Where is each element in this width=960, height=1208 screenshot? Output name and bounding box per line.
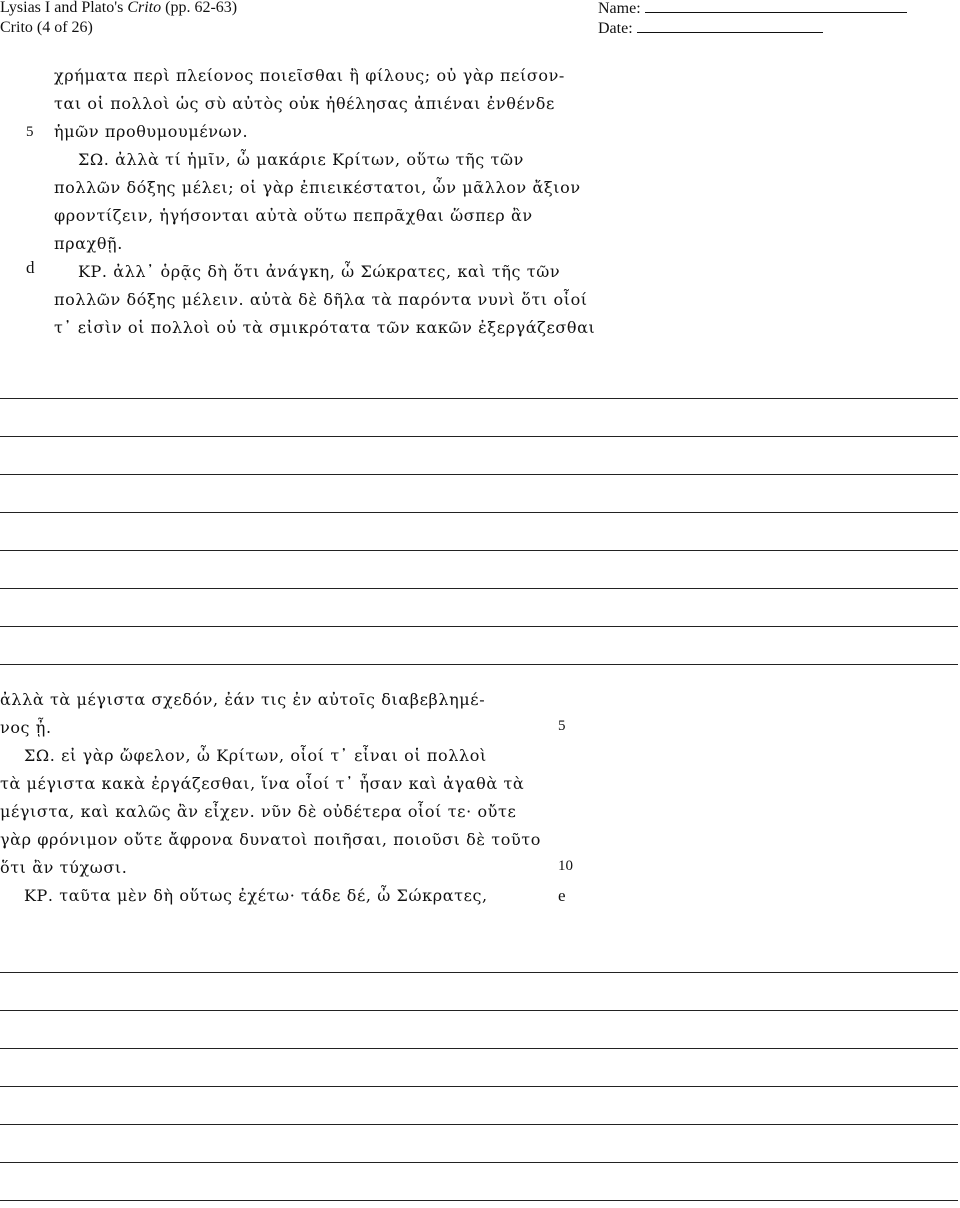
- writing-line[interactable]: [0, 1086, 958, 1087]
- writing-line[interactable]: [0, 664, 958, 665]
- writing-line[interactable]: [0, 972, 958, 973]
- writing-line[interactable]: [0, 474, 958, 475]
- text-line: πολλῶν δόξης μέλει; οἱ γὰρ ἐπιεικέστατοι, ὧν μᾶλλον ἄξιον: [54, 178, 581, 197]
- text-line: ἡμῶν προθυμουμένων.: [54, 122, 249, 141]
- title-prefix: Lysias I and Plato's: [0, 0, 128, 16]
- writing-line[interactable]: [0, 1200, 958, 1201]
- text-line: ΚΡ. ταῦτα μὲν δὴ οὕτως ἐχέτω· τάδε δέ, ὦ Σώκρατες,: [24, 886, 488, 905]
- date-blank[interactable]: [637, 18, 823, 33]
- writing-line[interactable]: [0, 626, 958, 627]
- date-field[interactable]: [598, 18, 823, 39]
- text-line: ΣΩ. ἀλλὰ τί ἡμῖν, ὦ μακάριε Κρίτων, οὕτω τῆς τῶν: [78, 150, 524, 169]
- name-field[interactable]: [598, 0, 907, 19]
- worksheet-subtitle: Crito (4 of 26): [0, 19, 93, 36]
- title-italic: Crito: [127, 0, 162, 16]
- text-line: ἀλλὰ τὰ μέγιστα σχεδόν, ἐάν τις ἐν αὐτοῖς διαβεβλημέ-: [0, 690, 486, 709]
- stephanus-marker-d: d: [26, 258, 35, 277]
- greek-passage-2: [0, 686, 541, 910]
- text-line: γὰρ φρόνιμον οὔτε ἄφρονα δυνατοὶ ποιῆσαι, ποιοῦσι δὲ τοῦτο: [0, 830, 541, 849]
- writing-line[interactable]: [0, 1048, 958, 1049]
- text-line: χρήματα περὶ πλείονος ποιεῖσθαι ἢ φίλους; οὐ γὰρ πείσον-: [54, 66, 565, 85]
- text-line: νος ᾖ.: [0, 718, 52, 737]
- text-line: πραχθῇ.: [54, 234, 123, 253]
- text-line: ὅτι ἂν τύχωσι.: [0, 858, 128, 877]
- line-number-5: 5: [26, 124, 34, 140]
- writing-line[interactable]: [0, 436, 958, 437]
- stephanus-marker-e: e: [558, 886, 566, 905]
- writing-line[interactable]: [0, 398, 958, 399]
- writing-line[interactable]: [0, 1010, 958, 1011]
- text-line: μέγιστα, καὶ καλῶς ἂν εἶχεν. νῦν δὲ οὐδέτερα οἷοί τε· οὔτε: [0, 802, 517, 821]
- line-number-10: 10: [558, 858, 573, 874]
- writing-line[interactable]: [0, 1162, 958, 1163]
- text-line: ΣΩ. εἰ γὰρ ὤφελον, ὦ Κρίτων, οἷοί τ᾽ εἶναι οἱ πολλοὶ: [24, 746, 487, 765]
- text-line: ΚΡ. ἀλλ᾽ ὁρᾷς δὴ ὅτι ἀνάγκη, ὦ Σώκρατες, καὶ τῆς τῶν: [78, 262, 561, 281]
- writing-line[interactable]: [0, 1124, 958, 1125]
- text-line: τ᾽ εἰσὶν οἱ πολλοὶ οὐ τὰ σμικρότατα τῶν κακῶν ἐξεργάζεσθαι: [54, 318, 596, 337]
- greek-passage-1: [54, 62, 595, 342]
- writing-line[interactable]: [0, 550, 958, 551]
- text-line: πολλῶν δόξης μέλειν. αὐτὰ δὲ δῆλα τὰ παρόντα νυνὶ ὅτι οἷοί: [54, 290, 588, 309]
- date-label: Date:: [598, 20, 633, 37]
- title-suffix: (pp. 62-63): [161, 0, 238, 16]
- name-label: Name:: [598, 0, 641, 17]
- name-blank[interactable]: [645, 0, 907, 13]
- worksheet-title: [0, 0, 237, 18]
- text-line: φροντίζειν, ἡγήσονται αὐτὰ οὕτω πεπρᾶχθαι ὥσπερ ἂν: [54, 206, 533, 225]
- line-number-5: 5: [558, 718, 566, 734]
- text-line: ται οἱ πολλοὶ ὡς σὺ αὐτὸς οὐκ ἠθέλησας ἀπιέναι ἐνθένδε: [54, 94, 555, 113]
- writing-line[interactable]: [0, 512, 958, 513]
- writing-line[interactable]: [0, 588, 958, 589]
- text-line: τὰ μέγιστα κακὰ ἐργάζεσθαι, ἵνα οἷοί τ᾽ ἦσαν καὶ ἀγαθὰ τὰ: [0, 774, 525, 793]
